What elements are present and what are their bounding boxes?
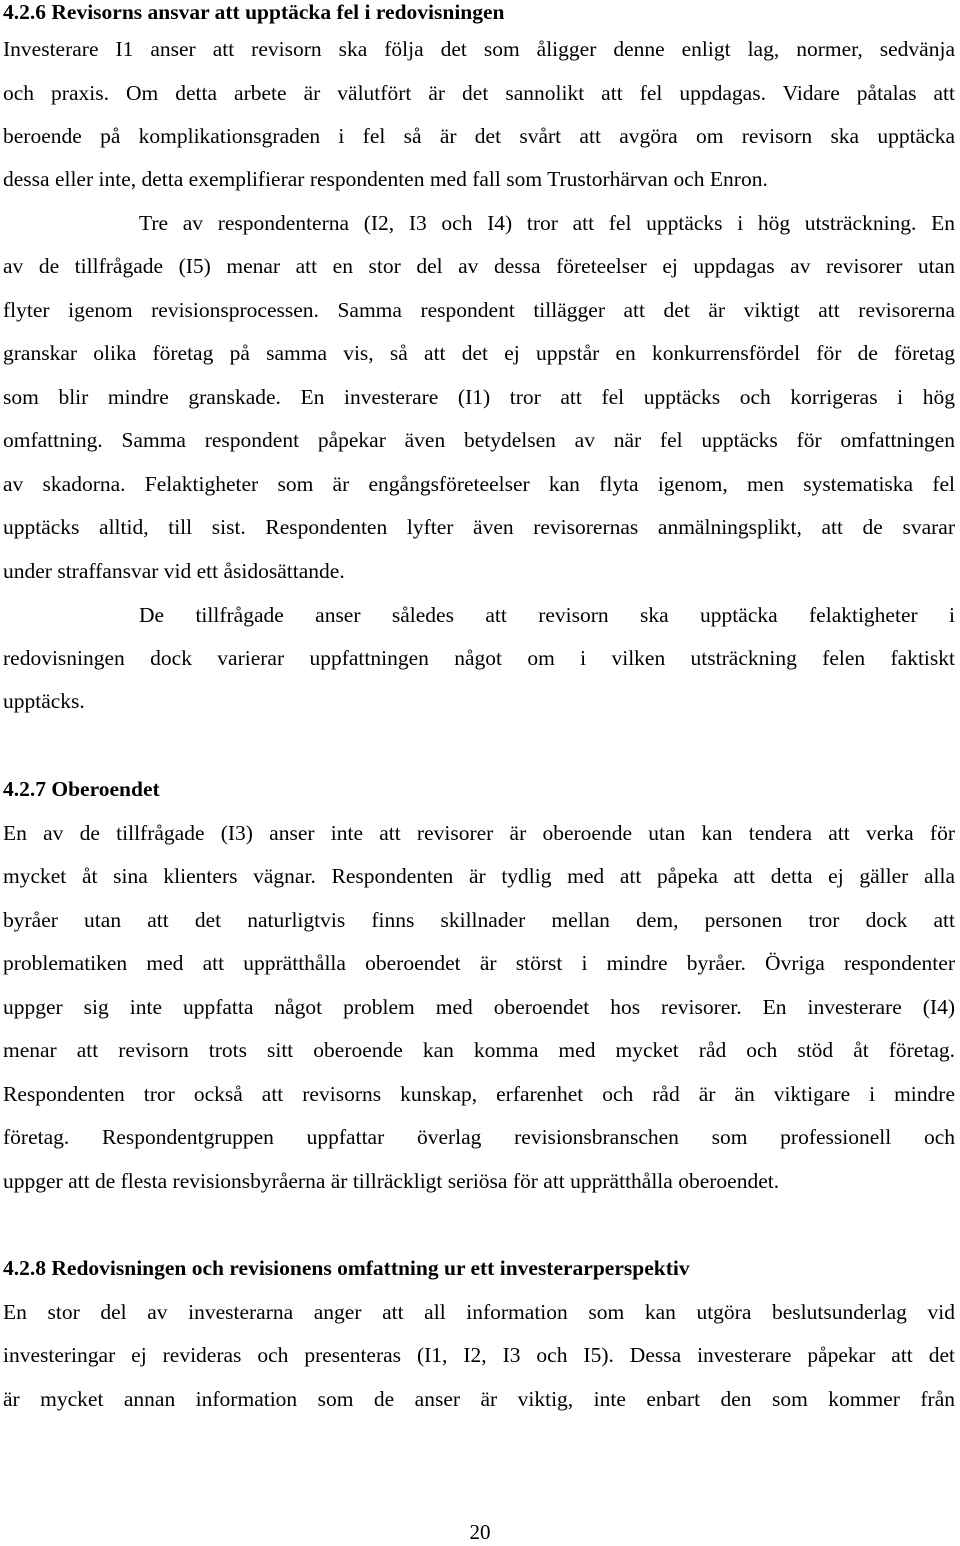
section-heading-4-2-7: 4.2.7 Oberoendet	[3, 777, 160, 801]
paragraph-line: redovisningen dock varierar uppfattningen något om i vilken utsträckning felen faktiskt	[3, 646, 955, 670]
paragraph-line: mycket åt sina klienters vägnar. Respondenten är tydlig med att påpeka att detta ej gäller alla	[3, 864, 955, 888]
paragraph-line: företag. Respondentgruppen uppfattar överlag revisionsbranschen som professionell och	[3, 1125, 955, 1149]
paragraph-line: flyter igenom revisionsprocessen. Samma respondent tillägger att det är viktigt att revisorerna	[3, 298, 955, 322]
paragraph-line: byråer utan att det naturligtvis finns skillnader mellan dem, personen tror dock att	[3, 908, 955, 932]
paragraph-line: investeringar ej revideras och presenteras (I1, I2, I3 och I5). Dessa investerare påpekar att det	[3, 1343, 955, 1367]
paragraph-line: är mycket annan information som de anser är viktig, inte enbart den som kommer från	[3, 1387, 955, 1411]
paragraph-line: Respondenten tror också att revisorns kunskap, erfarenhet och råd är än viktigare i mindre	[3, 1082, 955, 1106]
paragraph-line: under straffansvar vid ett åsidosättande.	[3, 559, 345, 583]
paragraph-line: En av de tillfrågade (I3) anser inte att revisorer är oberoende utan kan tendera att verka för	[3, 821, 955, 845]
paragraph-line-indented: De tillfrågade anser således att revisorn ska upptäcka felaktigheter i	[139, 603, 955, 627]
paragraph-line: beroende på komplikationsgraden i fel så är det svårt att avgöra om revisorn ska upptäcka	[3, 124, 955, 148]
paragraph-line: menar att revisorn trots sitt oberoende kan komma med mycket råd och stöd åt företag.	[3, 1038, 955, 1062]
paragraph-line: upptäcks alltid, till sist. Respondenten lyfter även revisorernas anmälningsplikt, att de svarar	[3, 515, 955, 539]
paragraph-line: omfattning. Samma respondent påpekar även betydelsen av när fel upptäcks för omfattningen	[3, 428, 955, 452]
section-heading-4-2-8: 4.2.8 Redovisningen och revisionens omfattning ur ett investerarperspektiv	[3, 1256, 690, 1280]
section-heading-4-2-6: 4.2.6 Revisorns ansvar att upptäcka fel i redovisningen	[3, 0, 505, 24]
paragraph-line: som blir mindre granskade. En investerare (I1) tror att fel upptäcks och korrigeras i hög	[3, 385, 955, 409]
paragraph-line: upptäcks.	[3, 689, 85, 713]
paragraph-line: och praxis. Om detta arbete är välutfört är det sannolikt att fel uppdagas. Vidare påtalas att	[3, 81, 955, 105]
paragraph-line: uppger att de flesta revisionsbyråerna är tillräckligt seriösa för att upprätthålla oberoendet.	[3, 1169, 780, 1193]
paragraph-line: granskar olika företag på samma vis, så att det ej uppstår en konkurrensfördel för de företag	[3, 341, 955, 365]
page-number: 20	[469, 1520, 491, 1544]
paragraph-line: problematiken med att upprätthålla oberoendet är störst i mindre byråer. Övriga respondenter	[3, 951, 955, 975]
paragraph-line-indented: Tre av respondenterna (I2, I3 och I4) tror att fel upptäcks i hög utsträckning. En	[139, 211, 955, 235]
paragraph-line: uppger sig inte uppfatta något problem med oberoendet hos revisorer. En investerare (I4)	[3, 995, 955, 1019]
paragraph-line: dessa eller inte, detta exemplifierar respondenten med fall som Trustorhärvan och Enron.	[3, 167, 768, 191]
paragraph-line: Investerare I1 anser att revisorn ska följa det som åligger denne enligt lag, normer, sedvänja	[3, 37, 955, 61]
paragraph-line: av de tillfrågade (I5) menar att en stor del av dessa företeelser ej uppdagas av revisorer utan	[3, 254, 955, 278]
paragraph-line: av skadorna. Felaktigheter som är engångsföreteelser kan flyta igenom, men systematiska fel	[3, 472, 955, 496]
paragraph-line: En stor del av investerarna anger att all information som kan utgöra beslutsunderlag vid	[3, 1300, 955, 1324]
